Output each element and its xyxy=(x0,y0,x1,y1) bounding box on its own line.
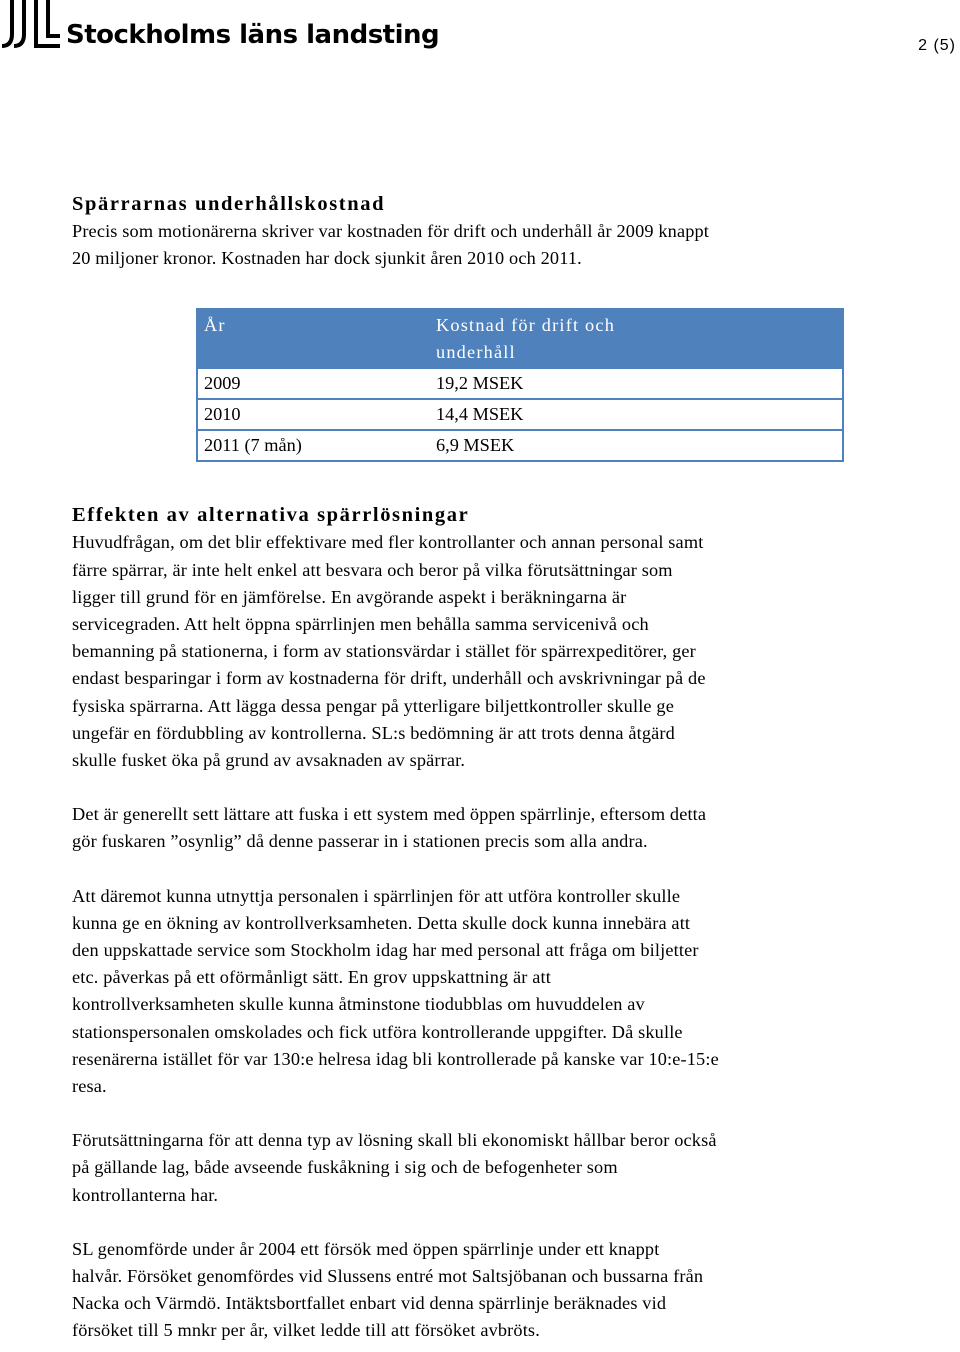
text-line: Nacka och Värmdö. Intäktsbortfallet enbart vid denna spärrlinje beräknades vid xyxy=(72,1293,667,1314)
text-line: kontrollanterna har. xyxy=(72,1184,219,1205)
section-heading: Spärrarnas underhållskostnad xyxy=(72,193,386,215)
table-row xyxy=(197,368,843,399)
page-header xyxy=(0,0,960,60)
paragraph xyxy=(72,1236,902,1345)
text-line: skulle fusket öka på grund av avsaknaden av spärrar. xyxy=(72,750,466,771)
document-body xyxy=(72,191,902,1345)
column-header-cost xyxy=(416,309,843,368)
header-line: Kostnad för drift och xyxy=(436,315,616,336)
cell-year: 2010 xyxy=(197,399,416,430)
paragraph xyxy=(72,1127,902,1209)
text-line: färre spärrar, är inte helt enkel att besvara och beror på vilka förutsättningar som xyxy=(72,559,673,580)
text-line: halvår. Försöket genomfördes vid Slussens entré mot Saltsjöbanan och bussarna från xyxy=(72,1266,704,1287)
text-line: bemanning på stationerna, i form av stationsvärdar i stället för spärrexpeditörer, ger xyxy=(72,641,696,662)
cell-cost: 14,4 MSEK xyxy=(416,399,843,430)
text-line: försöket till 5 mnkr per år, vilket ledde till att försöket avbröts. xyxy=(72,1320,540,1341)
text-line: Det är generellt sett lättare att fuska i ett system med öppen spärrlinje, eftersom detta xyxy=(72,804,707,825)
paragraph-gap xyxy=(72,774,902,801)
paragraph xyxy=(72,529,902,774)
cell-year: 2009 xyxy=(197,368,416,399)
paragraph xyxy=(72,218,902,272)
paragraph-gap xyxy=(72,1100,902,1127)
text-line: resenärerna istället för var 130:e helresa idag bli kontrollerade på kanske var 10:e-15:e xyxy=(72,1048,719,1069)
text-line: Precis som motionärerna skriver var kostnaden för drift och underhåll år 2009 knappt xyxy=(72,221,710,241)
text-line: Huvudfrågan, om det blir effektivare med fler kontrollanter och annan personal samt xyxy=(72,532,704,553)
page-number: 2 (5) xyxy=(918,37,956,54)
table-header-row xyxy=(197,309,843,368)
text-line: Förutsättningarna för att denna typ av lösning skall bli ekonomiskt hållbar beror också xyxy=(72,1130,717,1151)
header-line: underhåll xyxy=(436,342,516,363)
cell-cost: 6,9 MSEK xyxy=(416,430,843,461)
section-heading: Effekten av alternativa spärrlösningar xyxy=(72,504,470,527)
paragraph xyxy=(72,801,902,855)
paragraphs xyxy=(72,529,902,1344)
text-line: ungefär en fördubbling av kontrollerna. SL:s bedömning är att trots denna åtgärd xyxy=(72,722,675,743)
text-line: på gällande lag, både avseende fuskåkning i sig och de befogenheter som xyxy=(72,1157,618,1178)
text-line: servicegraden. Att helt öppna spärrlinjen men behålla samma servicenivå och xyxy=(72,614,649,635)
cell-year: 2011 (7 mån) xyxy=(197,430,416,461)
paragraph-gap xyxy=(72,1209,902,1236)
text-line: resa. xyxy=(72,1076,107,1097)
text-line: Att däremot kunna utnyttja personalen i spärrlinjen för att utföra kontroller skulle xyxy=(72,885,681,906)
text-line: gör fuskaren ”osynlig” då denne passerar in i stationen precis som alla andra. xyxy=(72,831,648,852)
org-name: Stockholms läns landsting xyxy=(66,20,440,50)
sll-logo-icon xyxy=(2,0,62,50)
text-line: ligger till grund för en jämförelse. En avgörande aspekt i beräkningarna är xyxy=(72,586,627,607)
table-row xyxy=(197,399,843,430)
text-line: fysiska spärrarna. Att lägga dessa pengar på ytterligare biljettkontroller skulle ge xyxy=(72,695,674,716)
text-line: stationspersonalen omskolades och fick utföra kontrollerande uppgifter. Då skulle xyxy=(72,1021,683,1042)
text-line: kontrollverksamheten skulle kunna åtminstone tiodubblas om huvuddelen av xyxy=(72,994,645,1015)
section-effects xyxy=(72,502,902,1344)
cost-table xyxy=(196,308,844,462)
paragraph-gap xyxy=(72,856,902,883)
column-header-year: År xyxy=(197,309,416,368)
text-line: den uppskattade service som Stockholm idag har med personal att fråga om biljetter xyxy=(72,940,699,961)
text-line: kunna ge en ökning av kontrollverksamheten. Detta skulle dock kunna innebära att xyxy=(72,912,691,933)
text-line: etc. påverkas på ett oförmånligt sätt. En grov uppskattning är att xyxy=(72,967,551,988)
cell-cost: 19,2 MSEK xyxy=(416,368,843,399)
table-row xyxy=(197,430,843,461)
text-line: endast besparingar i form av kostnaderna för drift, underhåll och avskrivningar på de xyxy=(72,668,706,689)
text-line: 20 miljoner kronor. Kostnaden har dock sjunkit åren 2010 och 2011. xyxy=(72,248,582,269)
text-line: SL genomförde under år 2004 ett försök med öppen spärrlinje under ett knappt xyxy=(72,1238,660,1259)
paragraph xyxy=(72,883,902,1101)
